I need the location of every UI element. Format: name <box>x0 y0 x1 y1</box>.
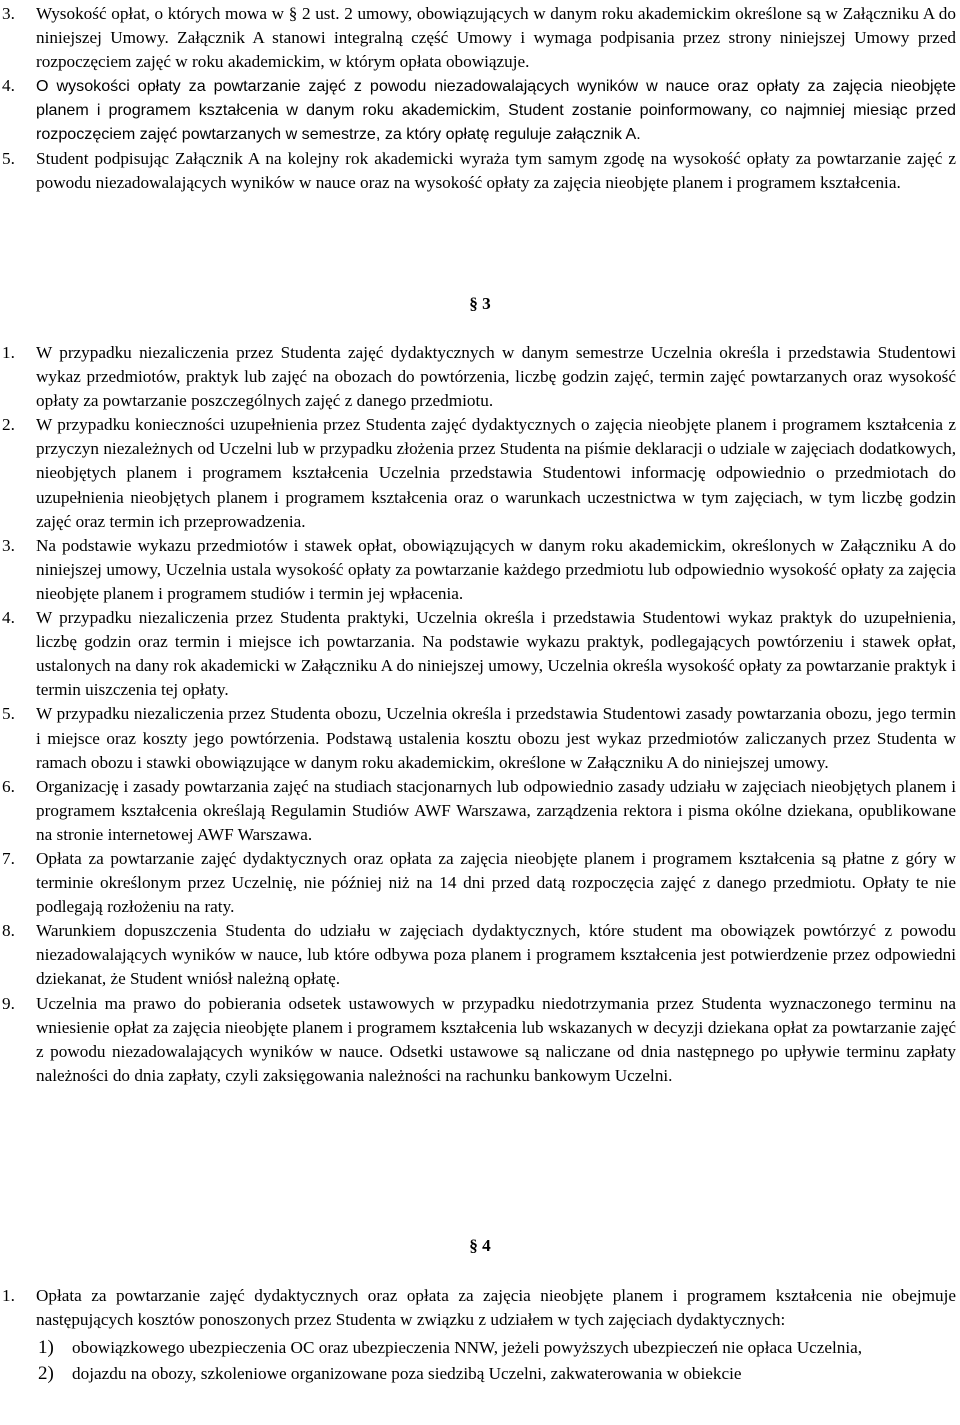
item-text: W przypadku konieczności uzupełnienia przez Studenta zajęć dydaktycznych o zajęcia nieobjęte planem i programem kształcenia z przyczyn niezależnych od Uczelni lub w przypadku złożenia przez Studenta na piśmie deklaracji o udziale w zajęciach dodatkowych, nieobjętych planem i programem kształcenia Uczelnia przedstawia Studentowi informację odpowiednio o przedmiotach do uzupełnienia nieobjętych planem i programem kształcenia oraz o warunkach uczestnictwa w tym zajęciach, w tym liczbę godzin zajęć oraz termin ich przeprowadzenia. <box>36 415 956 531</box>
section-4 <box>0 1284 960 1386</box>
item-text: Student podpisując Załącznik A na kolejny rok akademicki wyraża tym samym zgodę na wysokość opłaty za powtarzanie zajęć z powodu niezadowalających wyników w nauce oraz na wysokość opłaty za zajęcia nieobjęte planem i programem kształcenia. <box>36 148 956 192</box>
paragraph-item <box>0 847 960 919</box>
sub-item <box>0 1336 960 1360</box>
paragraph-item <box>0 2 960 74</box>
section-heading-3: § 3 <box>469 294 491 313</box>
item-text: Na podstawie wykazu przedmiotów i stawek opłat, obowiązujących w danym roku akademickim, określonych w Załączniku A do niniejszej umowy, Uczelnia ustala wysokość opłaty za powtarzanie każdego przedmiotu lub odpowiednio wysokość opłaty za zajęcia nieobjęte planem i programem studiów i termin jej wpłacenia. <box>36 535 956 603</box>
sub-item-number: 2) <box>38 1363 54 1385</box>
item-number: 4. <box>2 76 15 96</box>
paragraph-item <box>0 919 960 991</box>
item-number: 5. <box>2 704 15 724</box>
sub-item-text: obowiązkowego ubezpieczenia OC oraz ubezpieczenia NNW, jeżeli powyższych ubezpieczeń nie opłaca Uczelnia, <box>72 1338 863 1358</box>
paragraph-item <box>0 775 960 847</box>
paragraph-item <box>0 341 960 413</box>
item-number: 3. <box>2 535 15 555</box>
item-text: W przypadku niezaliczenia przez Studenta obozu, Uczelnia określa i przedstawia Studentowi zasady powtarzania obozu, jego termin i miejsce oraz koszty jego powtórzenia. Podstawą ustalenia kosztu obozu jest wykaz przedmiotów zaliczanych przez Studenta w ramach obozu i stawki obowiązujące w danym roku akademickim, określone w Załączniku A do niniejszej umowy. <box>36 704 956 772</box>
item-text: O wysokości opłaty za powtarzanie zajęć z powodu niezadowalających wyników w nauce oraz opłaty za zajęcia nieobjęte planem i programem kształcenia w danym roku akademickim, Student zostanie poinformowany, co najmniej miesiąc przed rozpoczęciem zajęć powtarzanych w semestrze, za który opłatę reguluje załącznik A. <box>36 77 956 144</box>
sub-item-number: 1) <box>38 1337 54 1359</box>
item-text: Organizację i zasady powtarzania zajęć na studiach stacjonarnych lub odpowiednio zasady udziału w zajęciach nieobjętych planem i programem kształcenia określają Regulamin Studiów AWF Warszawa, zarządzenia rektora i pisma okólne dziekana, opublikowane na stronie internetowej AWF Warszawa. <box>36 776 956 844</box>
sub-item-text: dojazdu na obozy, szkoleniowe organizowane poza siedzibą Uczelni, zakwaterowania w obiekcie <box>72 1364 742 1384</box>
item-number: 3. <box>2 4 15 23</box>
paragraph-item <box>0 702 960 774</box>
section-heading-4: § 4 <box>469 1236 491 1255</box>
item-number: 7. <box>2 848 15 868</box>
item-number: 2. <box>2 415 15 435</box>
item-text: W przypadku niezaliczenia przez Studenta zajęć dydaktycznych w danym semestrze Uczelnia określa i przedstawia Studentowi wykaz przedmiotów, praktyk lub zajęć na obozach do powtórzenia, liczbę godzin zajęć, termin zajęć powtarzanych oraz wysokość opłaty za powtarzanie poszczególnych zajęć z danego przedmiotu. <box>36 343 956 411</box>
paragraph-item <box>0 992 960 1088</box>
item-number: 4. <box>2 608 15 628</box>
paragraph-item <box>0 74 960 146</box>
paragraph-item <box>0 413 960 533</box>
item-text: W przypadku niezaliczenia przez Studenta praktyki, Uczelnia określa i przedstawia Studentowi wykaz praktyk do uzupełnienia, liczbę godzin oraz termin i miejsce ich powtarzania. Na podstawie wykazu praktyk, podlegających powtórzeniu i stawek opłat, ustalonych na dany rok akademicki w Załączniku A do niniejszej umowy, Uczelnia określa wysokość opłaty za powtarzanie praktyk i termin uiszczenia tej opłaty. <box>36 608 956 700</box>
item-text: Wysokość opłat, o których mowa w § 2 ust. 2 umowy, obowiązujących w danym roku akademickim określone są w Załączniku A do niniejszej Umowy. Załącznik A stanowi integralną część Umowy i wymaga podpisania przez strony niniejszej Umowy przed rozpoczęciem zajęć w roku akademickim, w którym opłata obowiązuje. <box>36 4 956 72</box>
section-2-tail <box>0 2 960 195</box>
item-text: Opłata za powtarzanie zajęć dydaktycznych oraz opłata za zajęcia nieobjęte planem i programem kształcenia są płatne z góry w terminie określonym przez Uczelnię, nie później niż na 14 dni przed datą rozpoczęcia zajęć z danego przedmiotu. Opłaty te nie podlegają rozłożeniu na raty. <box>36 848 956 917</box>
section-3 <box>0 341 960 1088</box>
item-number: 6. <box>2 776 15 796</box>
paragraph-item <box>0 147 960 195</box>
paragraph-item <box>0 534 960 606</box>
paragraph-item <box>0 606 960 702</box>
item-number: 9. <box>2 993 15 1013</box>
item-number: 1. <box>2 343 15 362</box>
item-text: Warunkiem dopuszczenia Studenta do udziału w zajęciach dydaktycznych, które student ma obowiązek powtórzyć z powodu niezadowalających wyników w nauce, lub które odbywa poza planem i programem kształcenia jest potwierdzenie przez odpowiedni dziekanat, że Student wniósł należną opłatę. <box>36 921 956 989</box>
paragraph-item <box>0 1284 960 1332</box>
item-number: 1. <box>2 1286 15 1305</box>
sub-item <box>0 1362 960 1386</box>
item-text: Opłata za powtarzanie zajęć dydaktycznych oraz opłata za zajęcia nieobjęte planem i programem kształcenia nie obejmuje następujących kosztów ponoszonych przez Studenta w związku z udziałem w tych zajęciach dydaktycznych: <box>36 1286 956 1330</box>
item-text: Uczelnia ma prawo do pobierania odsetek ustawowych w przypadku niedotrzymania przez Studenta wyznaczonego terminu na wniesienie opłat za zajęcia nieobjęte planem i programem kształcenia lub wskazanych w decyzji dziekana opłat za powtarzanie zajęć z powodu niezadowalających wyników w nauce. Odsetki ustawowe są naliczane od dnia następnego po upływie terminu zapłaty należności do dnia zapłaty, czyli zaksięgowania należności na rachunku bankowym Uczelni. <box>36 993 956 1085</box>
item-number: 5. <box>2 148 15 168</box>
item-number: 8. <box>2 921 15 941</box>
